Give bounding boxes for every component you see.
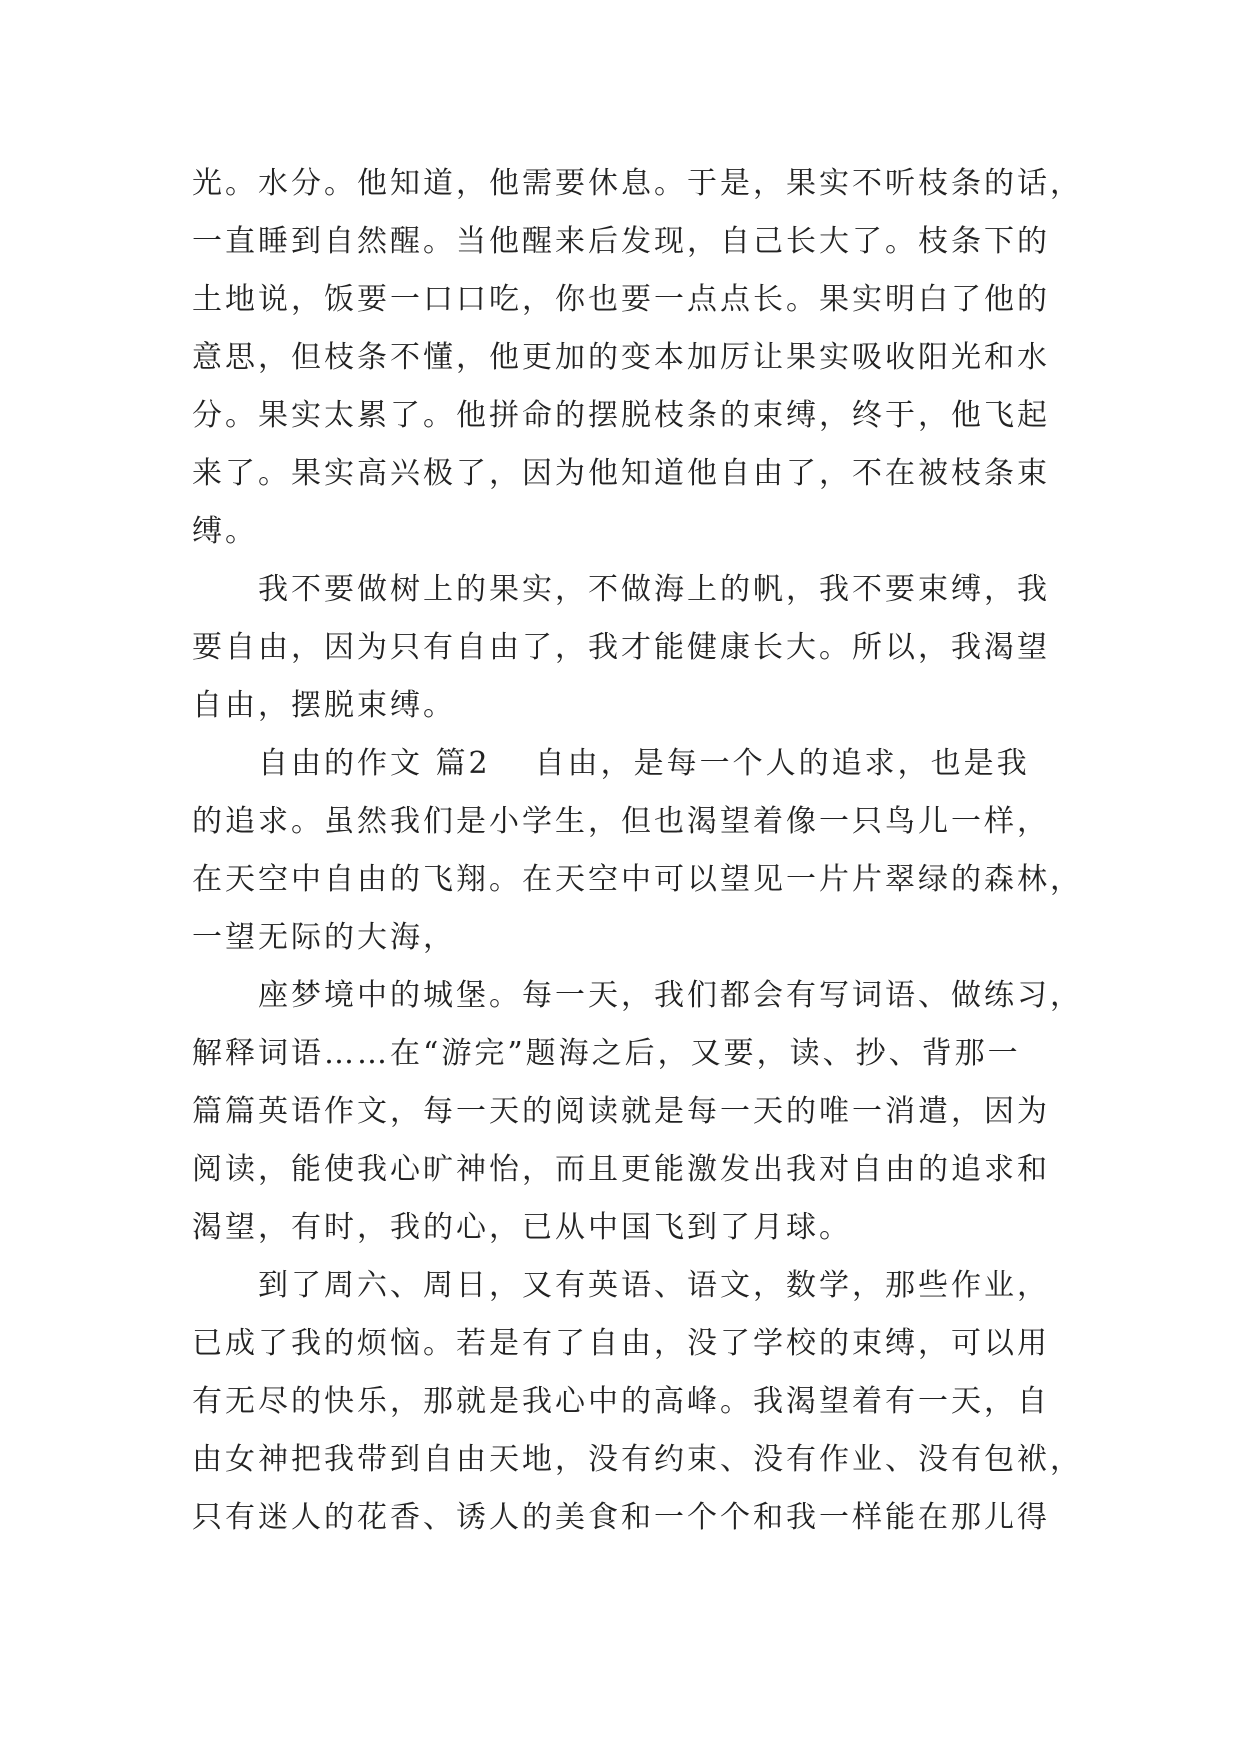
text-line: 到了周六、周日，又有英语、语文，数学，那些作业， — [258, 1268, 1050, 1303]
text-line: 要自由，因为只有自由了，我才能健康长大。所以，我渴望 — [192, 630, 1050, 665]
text-line: 自由，摆脱束缚。 — [192, 688, 456, 723]
text-line: 的追求。虽然我们是小学生，但也渴望着像一只鸟儿一样， — [192, 804, 1050, 839]
text-line: 座梦境中的城堡。每一天，我们都会有写词语、做练习， — [258, 978, 1083, 1013]
section-heading: 自由的作文 篇2 — [258, 746, 491, 781]
text-line: 一直睡到自然醒。当他醒来后发现，自己长大了。枝条下的 — [192, 224, 1050, 259]
text-line: 在天空中自由的飞翔。在天空中可以望见一片片翠绿的森林， — [192, 862, 1083, 897]
text-line: 阅读，能使我心旷神怡，而且更能激发出我对自由的追求和 — [192, 1152, 1050, 1187]
text-line: 一望无际的大海， — [192, 920, 456, 955]
text-line: 已成了我的烦恼。若是有了自由，没了学校的束缚，可以用 — [192, 1326, 1050, 1361]
text-line: 来了。果实高兴极了，因为他知道他自由了，不在被枝条束 — [192, 456, 1050, 491]
text-line: 渴望，有时，我的心，已从中国飞到了月球。 — [192, 1210, 852, 1245]
text-line: 解释词语……在“游完”题海之后，又要，读、抄、背那一 — [192, 1036, 1021, 1071]
essay-text — [192, 155, 1083, 1547]
text-line: 分。果实太累了。他拼命的摆脱枝条的束缚，终于，他飞起 — [192, 398, 1050, 433]
text-line: 光。水分。他知道，他需要休息。于是，果实不听枝条的话， — [192, 166, 1083, 201]
text-line: 自由，是每一个人的追求，也是我 — [534, 746, 1030, 781]
text-line: 由女神把我带到自由天地，没有约束、没有作业、没有包袱， — [192, 1442, 1083, 1477]
text-line: 我不要做树上的果实，不做海上的帆，我不要束缚，我 — [258, 572, 1050, 607]
text-line: 有无尽的快乐，那就是我心中的高峰。我渴望着有一天，自 — [192, 1384, 1050, 1419]
text-line: 土地说，饭要一口口吃，你也要一点点长。果实明白了他的 — [192, 282, 1050, 317]
text-line: 缚。 — [192, 514, 258, 549]
section-heading-line — [192, 735, 1052, 793]
text-line: 只有迷人的花香、诱人的美食和一个个和我一样能在那儿得 — [192, 1500, 1050, 1535]
text-line: 意思，但枝条不懂，他更加的变本加厉让果实吸收阳光和水 — [192, 340, 1050, 375]
text-line: 篇篇英语作文，每一天的阅读就是每一天的唯一消遣，因为 — [192, 1094, 1050, 1129]
